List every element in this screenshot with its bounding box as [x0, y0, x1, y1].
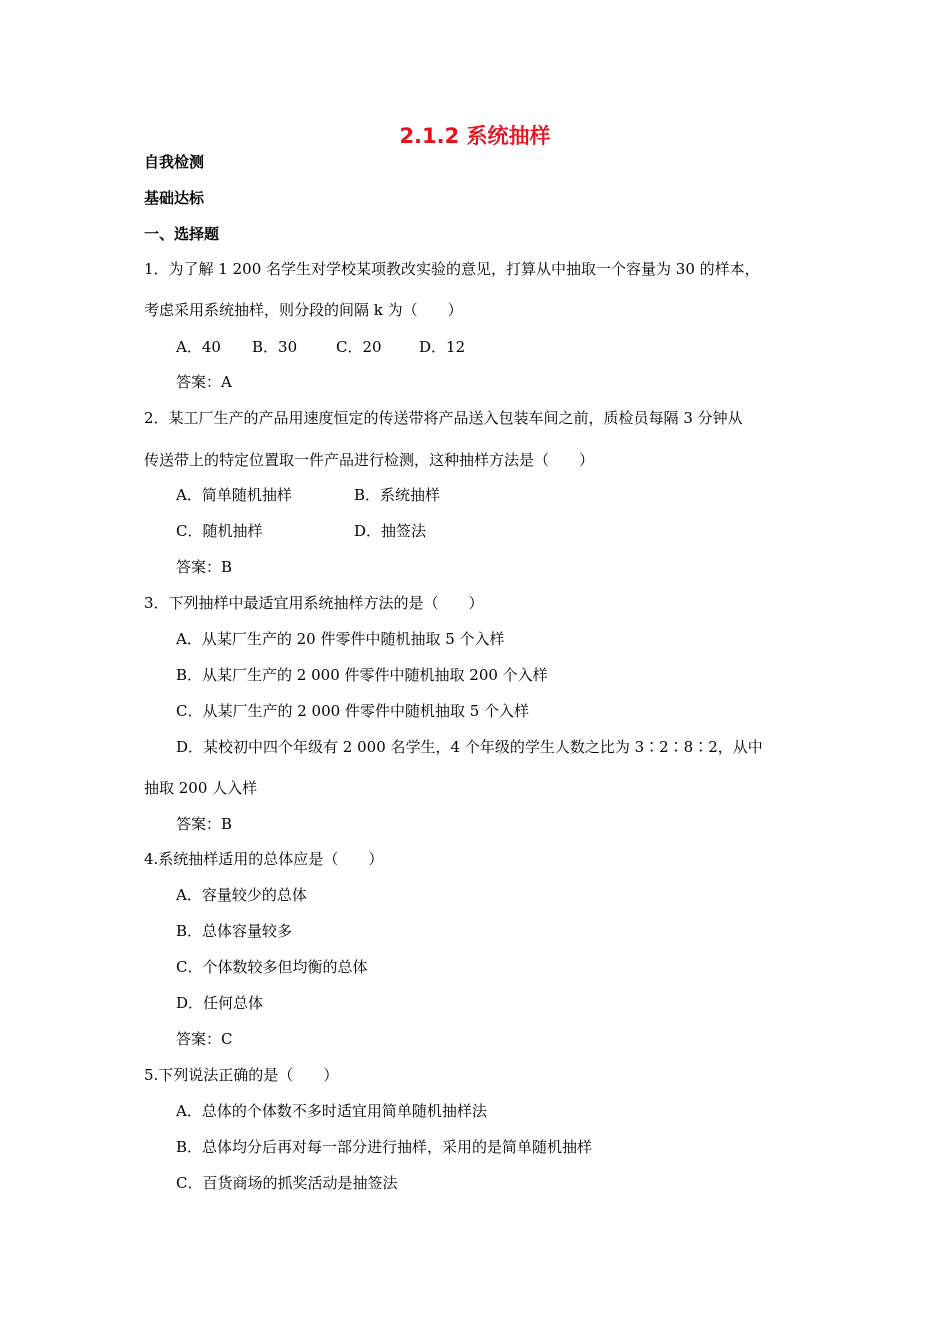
question-1-option-d: D．12: [419, 338, 466, 356]
question-4-option-d: D．任何总体: [176, 994, 264, 1012]
question-2-option-a: A．简单随机抽样: [176, 486, 292, 504]
heading-section-choice: 一、选择题: [144, 225, 220, 243]
question-5-line-1: 5.下列说法正确的是（ ）: [144, 1066, 339, 1084]
question-1-line-2: 考虑采用系统抽样，则分段的间隔 k 为（ ）: [144, 301, 463, 319]
question-3-option-b: B．从某厂生产的 2 000 件零件中随机抽取 200 个入样: [176, 666, 548, 684]
question-1-line-1: 1．为了解 1 200 名学生对学校某项教改实验的意见，打算从中抽取一个容量为 30 的样本，: [144, 260, 760, 278]
question-5-option-b: B．总体均分后再对每一部分进行抽样，采用的是简单随机抽样: [176, 1138, 593, 1156]
question-4-option-c: C．个体数较多但均衡的总体: [176, 958, 368, 976]
question-5-option-a: A．总体的个体数不多时适宜用简单随机抽样法: [176, 1102, 487, 1120]
question-4-line-1: 4.系统抽样适用的总体应是（ ）: [144, 850, 384, 868]
question-5-option-c: C．百货商场的抓奖活动是抽签法: [176, 1174, 398, 1192]
question-3-option-a: A．从某厂生产的 20 件零件中随机抽取 5 个入样: [176, 630, 505, 648]
question-3-option-d: D．某校初中四个年级有 2 000 名学生，4 个年级的学生人数之比为 3∶2∶8∶2，从中: [176, 738, 763, 756]
question-2-answer: 答案：B: [176, 558, 233, 576]
question-4-option-a: A．容量较少的总体: [176, 886, 307, 904]
question-2-line-1: 2．某工厂生产的产品用速度恒定的传送带将产品送入包装车间之前，质检员每隔 3 分钟从: [144, 409, 743, 427]
question-1-option-a: A．40: [176, 338, 221, 356]
heading-basic: 基础达标: [144, 189, 205, 207]
question-3-line-1: 3．下列抽样中最适宜用系统抽样方法的是（ ）: [144, 594, 484, 612]
question-2-option-c: C．随机抽样: [176, 522, 263, 540]
question-1-option-c: C．20: [336, 338, 382, 356]
question-3-option-d-cont: 抽取 200 人入样: [144, 779, 258, 797]
question-4-answer: 答案：C: [176, 1030, 233, 1048]
question-4-option-b: B．总体容量较多: [176, 922, 293, 940]
question-2-option-d: D．抽签法: [354, 522, 427, 540]
question-3-option-c: C．从某厂生产的 2 000 件零件中随机抽取 5 个入样: [176, 702, 530, 720]
question-1-answer: 答案：A: [176, 373, 232, 391]
question-2-option-b: B．系统抽样: [354, 486, 441, 504]
question-1-option-b: B．30: [252, 338, 298, 356]
question-2-line-2: 传送带上的特定位置取一件产品进行检测，这种抽样方法是（ ）: [144, 451, 595, 469]
page-title: 2.1.2 系统抽样: [399, 124, 551, 148]
question-3-answer: 答案：B: [176, 815, 233, 833]
heading-self-check: 自我检测: [144, 153, 205, 171]
